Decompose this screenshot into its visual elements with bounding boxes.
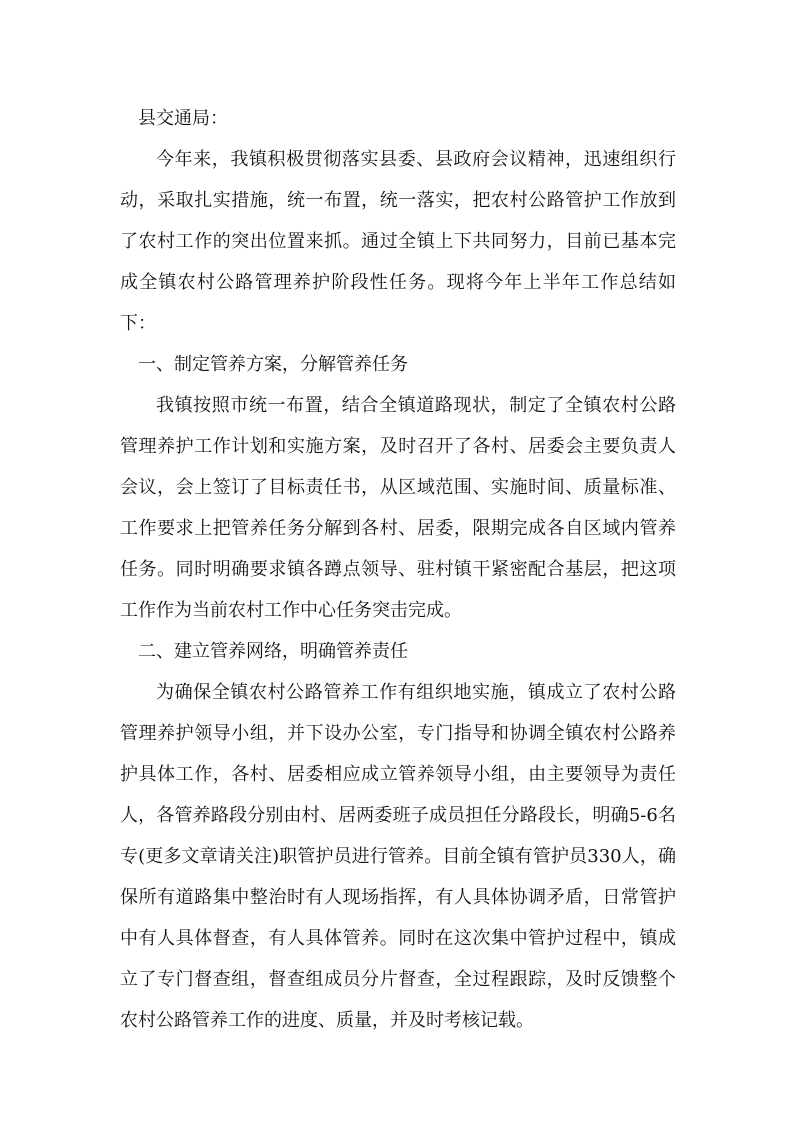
section-body-2: 为确保全镇农村公路管养工作有组织地实施，镇成立了农村公路管理养护领导小组，并下设办公室，专门指导和协调全镇农村公路养护具体工作，各村、居委相应成立管养领导小组，由主要领导为责任人，各管养路段分别由村、居两委班子成员担任分路段长，明确5-6名专(更多文章请关注)职管护员进行管养。目前全镇有管护员330人，确保所有道路集中整治时有人现场指挥，有人具体协调矛盾，日常管护中有人具体督查，有人具体管养。同时在这次集中管护过程中，镇成立了专门督查组，督查组成员分片督查，全过程跟踪，及时反馈整个农村公路管养工作的进度、质量，并及时考核记载。 — [120, 682, 676, 1031]
section-heading-1: 一、制定管养方案，分解管养任务 — [138, 354, 408, 375]
salutation: 县交通局： — [138, 108, 228, 129]
section-heading-2: 二、建立管养网络，明确管养责任 — [138, 641, 408, 662]
intro-paragraph: 今年来，我镇积极贯彻落实县委、县政府会议精神，迅速组织行动，采取扎实措施，统一布置，统一落实，把农村公路管护工作放到了农村工作的突出位置来抓。通过全镇上下共同努力，目前已基本完成全镇农村公路管理养护阶段性任务。现将今年上半年工作总结如下： — [120, 149, 676, 334]
document-body — [120, 98, 676, 1041]
section-body-1: 我镇按照市统一布置，结合全镇道路现状，制定了全镇农村公路管理养护工作计划和实施方案，及时召开了各村、居委会主要负责人会议，会上签订了目标责任书，从区域范围、实施时间、质量标准、工作要求上把管养任务分解到各村、居委，限期完成各自区域内管养任务。同时明确要求镇各蹲点领导、驻村镇干紧密配合基层，把这项工作作为当前农村工作中心任务突击完成。 — [120, 395, 676, 621]
